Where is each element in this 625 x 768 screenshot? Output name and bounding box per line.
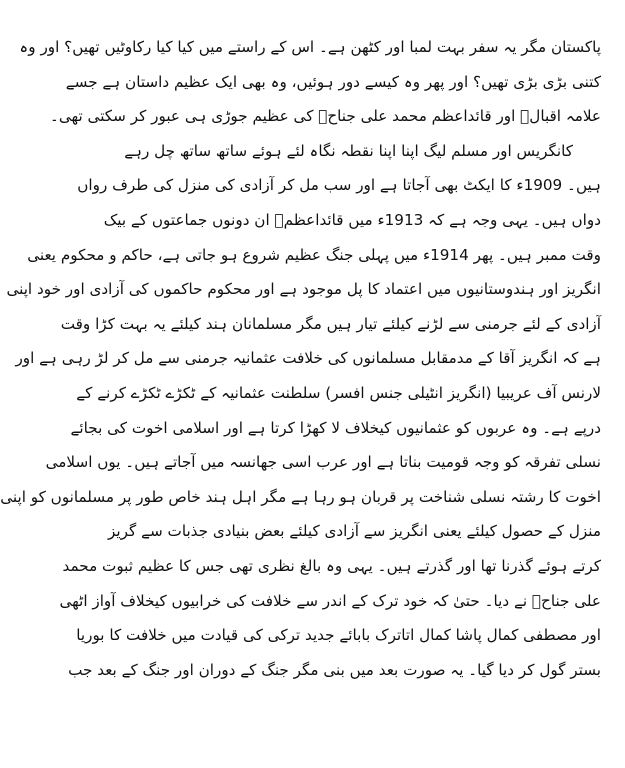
- text-line: پاکستان مگر یہ سفر بہت لمبا اور کٹھن ہے۔ اس کے راستے میں کیا کیا رکاوٹیں تھیں؟ اور وہ: [19, 38, 601, 56]
- text-line: ہیں۔ 1909ء کا ایکٹ بھی آجاتا ہے اور سب مل کر آزادی کی منزل کی طرف رواں: [77, 176, 601, 195]
- text-line: کرتے ہوئے گذرنا تھا اور گذرتے ہیں۔ یہی وہ بالغ نظری تھی جس کا عظیم ثبوت محمد: [62, 556, 601, 575]
- text-line: ہے کہ انگریز آقا کے مدمقابل مسلمانوں کی خلافت عثمانیہ جرمنی سے مل کر لڑ رہی ہے اور: [15, 349, 601, 368]
- text-line: کتنی بڑی بڑی تھیں؟ اور پھر وہ کیسے دور ہوئیں، وہ بھی ایک عظیم داستان ہے جسے: [65, 72, 601, 91]
- text-line: نسلی تفرقہ کو وجہ قومیت بناتا ہے اور عرب اسی جھانسہ میں آجاتے ہیں۔ یوں اسلامی: [45, 453, 601, 472]
- text-line: بستر گول کر دیا گیا۔ یہ صورت بعد میں بنی مگر جنگ کے دوران اور جنگ کے بعد جب: [68, 660, 601, 679]
- document-page: [0, 30, 601, 758]
- text-line: آزادی کے لئے جرمنی سے لڑنے کیلئے تیار ہیں مگر مسلمانان ہند کیلئے یہ بہت کڑا وقت: [60, 314, 601, 333]
- text-line: منزل کے حصول کیلئے یعنی انگریز سے آزادی کیلئے بعض بنیادی جذبات سے گریز: [108, 522, 601, 541]
- text-line: درپے ہے۔ وہ عربوں کو عثمانیوں کیخلاف لا کھڑا کرتا ہے اور اسلامی اخوت کی بجائے: [70, 418, 601, 437]
- text-line: اور مصطفی کمال پاشا کمال اتاترک بابائے جدید ترکی کی قیادت میں خلافت کا بوریا: [76, 626, 601, 645]
- text-line: وقت ممبر ہیں۔ پھر 1914ء میں پہلی جنگ عظیم شروع ہو جاتی ہے، حاکم و محکوم یعنی: [27, 245, 601, 264]
- text-line: کانگریس اور مسلم لیگ اپنا اپنا نقطہ نگاہ لئے ہوئے ساتھ ساتھ چل رہے: [124, 141, 573, 160]
- text-line: انگریز اور ہندوستانیوں میں اعتماد کا پل موجود ہے اور محکوم حاکموں کی آزادی اور خود اپنی: [6, 280, 601, 299]
- text-line: علامہ اقبالؒ اور قائداعظم محمد علی جناحؒ کی عظیم جوڑی ہی عبور کر سکتی تھی۔: [49, 107, 601, 126]
- text-line: دواں ہیں۔ یہی وجہ ہے کہ 1913ء میں قائداعظمؒ ان دونوں جماعتوں کے بیک: [103, 210, 601, 229]
- text-line: علی جناحؒ نے دیا۔ حتیٰ کہ خود ترک کے اندر سے خلافت کی خرابیوں کیخلاف آواز اٹھی: [59, 591, 601, 610]
- text-line: اخوت کا رشتہ نسلی شناخت پر قربان ہو رہا ہے مگر اہل ہند خاص طور پر مسلمانوں کو اپنی: [0, 487, 601, 506]
- text-line: لارنس آف عریبیا (انگریز انٹیلی جنس افسر) سلطنت عثمانیہ کے ٹکڑے ٹکڑے کرنے کے: [76, 383, 601, 402]
